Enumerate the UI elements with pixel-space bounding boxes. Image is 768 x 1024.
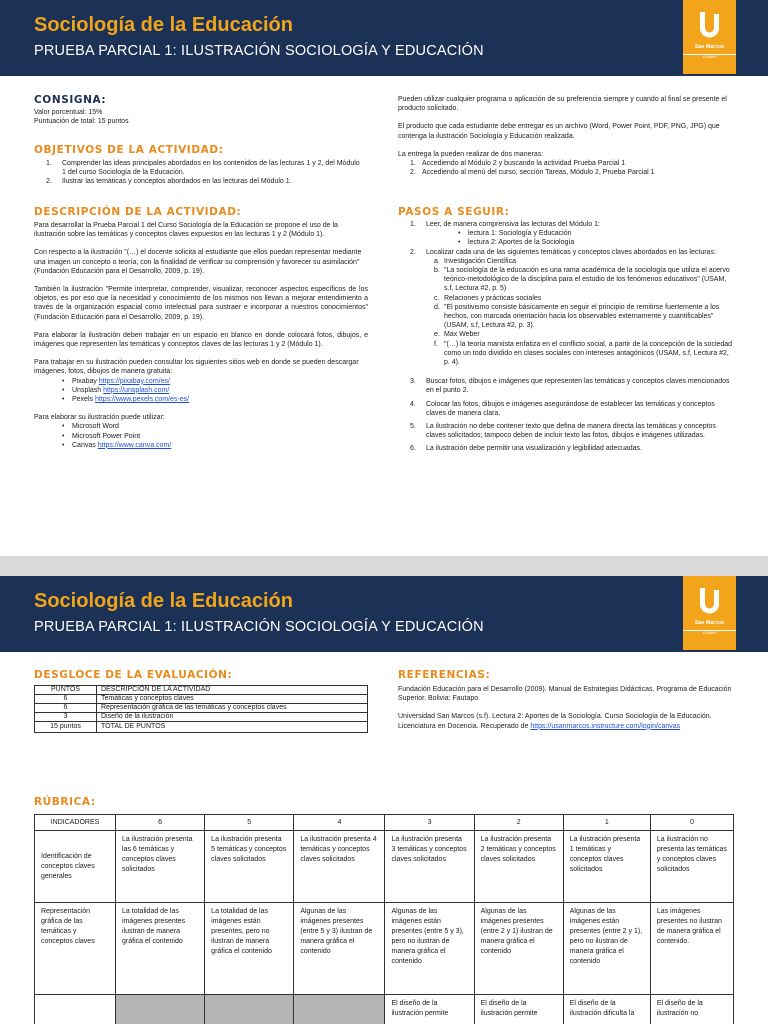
list-item: • Microsoft Power Point bbox=[62, 432, 141, 440]
paragraph: Con respecto a la ilustración "(…) el docente solicita al estudiante que ellos puedan representar mediante una imagen un concepto o teoría, con la finalidad de verificar su comprensión y favorecer su asimilación" (Fundación Educación para el Desarrollo, 2009, p. 19). bbox=[34, 249, 362, 275]
page-header bbox=[0, 0, 768, 76]
exam-subtitle: PRUEBA PARCIAL 1: ILUSTRACIÓN SOCIOLOGÍA Y EDUCACIÓN bbox=[34, 43, 484, 59]
referencias-heading: REFERENCIAS: bbox=[398, 669, 491, 681]
sites-list bbox=[34, 377, 368, 405]
page-2 bbox=[0, 576, 768, 1024]
page-header bbox=[0, 576, 768, 652]
table-row: 15 puntos TOTAL DE PUNTOS bbox=[35, 722, 368, 733]
objetivos-heading: OBJETIVOS DE LA ACTIVIDAD: bbox=[34, 144, 224, 156]
objetivos-list bbox=[46, 159, 362, 187]
list-item: 1. Comprender las ideas principales abordados en los contenidos de las lecturas 1 y 2, del Módulo 1 del curso Sociología de la Educación. bbox=[46, 160, 360, 177]
list-item: • Unsplash https://unsplash.com/ bbox=[62, 386, 170, 394]
list-item: e. Max Weber bbox=[434, 331, 480, 339]
rubric-table bbox=[34, 814, 734, 1024]
list-item: 2. Localizar cada una de las siguientes temáticas y conceptos claves abordados en las lecturas: a. Investigación Científica b. "La sociología de la educación es una rama académica de la sociología que utiliza el acervo teórico-metodológico de la disciplina para el estudio de los fenómenos educativos" (USAM, s.f, Lectura #2, p. 5) c. Relaciones y prácticas sociales d. "El positivismo consiste básicamente en seguir el principio de remitirse fuertemente a los hechos, con marcada orientación hacia los observables externamente y cuantificables" (USAM, s.f, Lectura #2, p. 3). e. Max Weber f. "(…) la teoría marxista enfatiza en el conflicto social, a partir de la concepción de la sociedad como un todo dividido en clases sociales con intereses antagónicos (USAM, s.f, Lectura #2, p. 4). bbox=[410, 248, 733, 367]
evaluation-table bbox=[34, 685, 368, 733]
site-link[interactable]: https://www.pexels.com/es-es/ bbox=[94, 396, 190, 404]
reference: Universidad San Marcos (s.f). Lectura 2: Aportes de la Sociología. Curso Sociología de la Educación. Licenciatura en Docencia. Recuperado de https://usanmarcos.instructure.com/login/canvas bbox=[398, 713, 712, 730]
referencias-body bbox=[398, 685, 734, 731]
list-item: 4. Colocar las fotos, dibujos e imágenes asegurándose de establecer las temáticas y conceptos claves de manera clara. bbox=[410, 400, 715, 417]
ways-list bbox=[398, 159, 734, 177]
paragraph: También la ilustración "Permite interpretar, comprender, visualizar, reconocer aspectos específicos de los objetos, es por eso que la necesidad y conocimiento de los mismos nos llevan a mejorar entendimiento a través de la organización espacial como intelectual para sustraer e incorporar a nuestros conocimientos" (Fundación Educación para el Desarrollo, 2009, p. 19). bbox=[34, 286, 368, 321]
list-item: • lectura 1: Sociología y Educación bbox=[458, 230, 572, 238]
descripcion-body bbox=[34, 221, 368, 450]
consigna-line: Puntuación de total: 15 puntos bbox=[34, 118, 129, 126]
pasos-heading: PASOS A SEGUIR: bbox=[398, 206, 510, 218]
list-item: f. "(…) la teoría marxista enfatiza en el conflicto social, a partir de la concepción de la sociedad como un todo dividido en clases sociales con intereses antagónicos (USAM, s.f, Lectura #2, p. 4). bbox=[434, 340, 733, 367]
consigna-heading: CONSIGNA: bbox=[34, 94, 107, 106]
paragraph: La entrega la pueden realizar de dos maneras: bbox=[398, 150, 544, 158]
site-link[interactable]: https://unsplash.com/ bbox=[103, 386, 170, 394]
reference-link[interactable]: https://usanmarcos.instructure.com/login/canvas bbox=[530, 722, 681, 730]
course-title: Sociología de la Educación bbox=[34, 14, 293, 36]
paragraph: Para desarrollar la Prueba Parcial 1 del Curso Sociología de la Educación se propone el uso de la ilustración sobre las temáticas y conceptos claves expuestos en las lecturas 1 y 2 (Módulo 1). bbox=[34, 222, 338, 239]
tools-list bbox=[34, 422, 368, 450]
paragraph: Para elaborar la ilustración deben trabajar en un espacio en blanco en donde colocará fotos, dibujos, e imágenes que representen las temáticas y conceptos claves de las lecturas 1 y 2 (Módulo 1). bbox=[34, 331, 368, 349]
table-row: PUNTOS DESCRIPCIÓN DE LA ACTIVIDAD bbox=[35, 686, 368, 695]
consigna-line: Valor porcentual: 15% bbox=[34, 109, 103, 116]
list-item: • Pexels https://www.pexels.com/es-es/ bbox=[62, 396, 190, 404]
list-item: d. "El positivismo consiste básicamente en seguir el principio de remitirse fuertemente a los hechos, con marcada orientación hacia los observables externamente y cuantificables" (USAM, s.f, Lectura #2, p. 3). bbox=[434, 303, 720, 330]
table-row: INDICADORES 6 5 4 3 2 1 0 bbox=[35, 815, 734, 831]
right-intro bbox=[398, 95, 734, 177]
table-row: 3 Diseño de la ilustración bbox=[35, 713, 368, 722]
pasos-list bbox=[410, 220, 734, 454]
course-title: Sociología de la Educación bbox=[34, 590, 293, 612]
list-item: • Pixabay https://pixabay.com/es/ bbox=[62, 377, 170, 385]
list-item: 1. Leer, de manera comprensiva las lecturas del Módulo 1: • lectura 1: Sociología y Educación • lectura 2: Aportes de la Sociología bbox=[410, 220, 734, 248]
list-item: c. Relaciones y prácticas sociales bbox=[434, 294, 542, 302]
table-row: Representación gráfica de las temáticas y conceptos claves La totalidad de las imágenes presentes ilustran de manera gráfica el contenido La totalidad de las imágenes están presentes, pero no ilustran de manera gráfica el contenido Algunas de las imágenes presentes (entre 5 y 3) ilustran de manera gráfica el contenido Algunas de las imágenes están presentes (entre 5 y 3), pero no ilustran de manera gráfica el contenido Algunas de las imágenes presentes (entre 2 y 1) ilustran de manera gráfica el contenido Algunas de las imágenes están presentes (entre 2 y 1), pero no ilustran de manera gráfica el contenido Las imágenes presentes no ilustran de manera gráfica el contenido. bbox=[35, 903, 734, 995]
exam-subtitle: PRUEBA PARCIAL 1: ILUSTRACIÓN SOCIOLOGÍA Y EDUCACIÓN bbox=[34, 619, 484, 635]
university-logo bbox=[683, 0, 736, 74]
list-item: • Canvas https://www.canva.com/ bbox=[62, 441, 172, 449]
tool-link[interactable]: https://www.canva.com/ bbox=[97, 441, 172, 449]
list-item: a. Investigación Científica bbox=[434, 257, 516, 265]
table-row: 6 Representación gráfica de las temáticas y conceptos claves bbox=[35, 704, 368, 713]
logo-u-icon bbox=[697, 586, 722, 618]
paragraph: Para elaborar su ilustración puede utilizar: bbox=[34, 414, 165, 422]
list-item: 3. Buscar fotos, dibujos e imágenes que representen las temáticas y conceptos claves mencionados en el punto 2. bbox=[410, 378, 730, 395]
reference: Fundación Educación para el Desarrollo (2009). Manual de Estrategias Didácticas. Programa de Educación Superior. Bolivia: Fautapo. bbox=[398, 686, 732, 703]
logo-name: San Marcos bbox=[694, 620, 725, 626]
logo-name: San Marcos bbox=[694, 44, 725, 50]
consigna-block bbox=[34, 108, 354, 126]
list-item: • lectura 2: Aportes de la Sociología bbox=[458, 239, 575, 247]
table-row: 6 Temáticas y conceptos claves bbox=[35, 695, 368, 704]
logo-sub: ILUMNO bbox=[683, 630, 736, 635]
descripcion-heading: DESCRIPCIÓN DE LA ACTIVIDAD: bbox=[34, 206, 242, 218]
list-item: 2. Ilustrar las temáticas y conceptos abordados en las lecturas del Módulo 1. bbox=[46, 178, 292, 186]
logo-u-icon bbox=[697, 10, 722, 42]
table-row: El diseño de la ilustración permite El diseño de la ilustración permite El diseño de la ilustración dificulta la El diseño de la ilustración no bbox=[35, 995, 734, 1024]
list-item: 1. Accediendo al Módulo 2 y buscando la actividad Prueba Parcial 1 bbox=[410, 160, 626, 168]
logo-sub: ILUMNO bbox=[683, 54, 736, 59]
list-item: b. "La sociología de la educación es una rama académica de la sociología que utiliza el acervo teórico-metodológico de la disciplina para el estudio de los fenómenos educativos" (USAM, s.f, Lectura #2, p. 5) bbox=[434, 267, 730, 293]
desglose-heading: DESGLOCE DE LA EVALUACIÓN: bbox=[34, 669, 233, 681]
list-item: 5. La ilustración no debe contener texto que defina de manera directa las temáticas y conceptos claves solicitados; tampoco deben de incluir texto las fotos, dibujos e imágenes utilizadas. bbox=[410, 423, 716, 440]
list-item: • Microsoft Word bbox=[62, 423, 119, 431]
university-logo bbox=[683, 576, 736, 650]
list-item: 6. La ilustración debe permitir una visualización y legibilidad adecuadas. bbox=[410, 445, 642, 453]
table-row: Identificación de conceptos claves generales La ilustración presenta las 6 temáticas y conceptos claves solicitados La ilustración presenta 5 temáticas y conceptos claves solicitados La ilustración presenta 4 temáticas y conceptos claves solicitados La ilustración presenta 3 temáticas y conceptos claves solicitados La ilustración presenta 2 temáticas y conceptos claves solicitados La ilustración presenta 1 temáticas y conceptos claves solicitados La ilustración no presenta las temáticas y conceptos claves solicitados bbox=[35, 831, 734, 903]
page-gap bbox=[0, 556, 768, 576]
paragraph: Para trabajar en su ilustración pueden consultar los siguientes sitios web en donde se pueden descargar imágenes, fotos, dibujos de manera gratuita: bbox=[34, 359, 359, 376]
rubrica-heading: RÚBRICA: bbox=[34, 796, 96, 808]
list-item: 2. Accediendo al menú del curso, sección Tareas, Módulo 2, Prueba Parcial 1 bbox=[410, 169, 655, 177]
paragraph: El producto que cada estudiante debe entregar es un archivo (Word, Power Point, PDF, PNG, JPG) que contenga la ilustración Sociología y Educación realizada. bbox=[398, 123, 720, 140]
paragraph: Pueden utilizar cualquier programa o aplicación de su preferencia siempre y cuando al final se presente el producto solicitado. bbox=[398, 96, 727, 113]
site-link[interactable]: https://pixabay.com/es/ bbox=[98, 377, 170, 385]
